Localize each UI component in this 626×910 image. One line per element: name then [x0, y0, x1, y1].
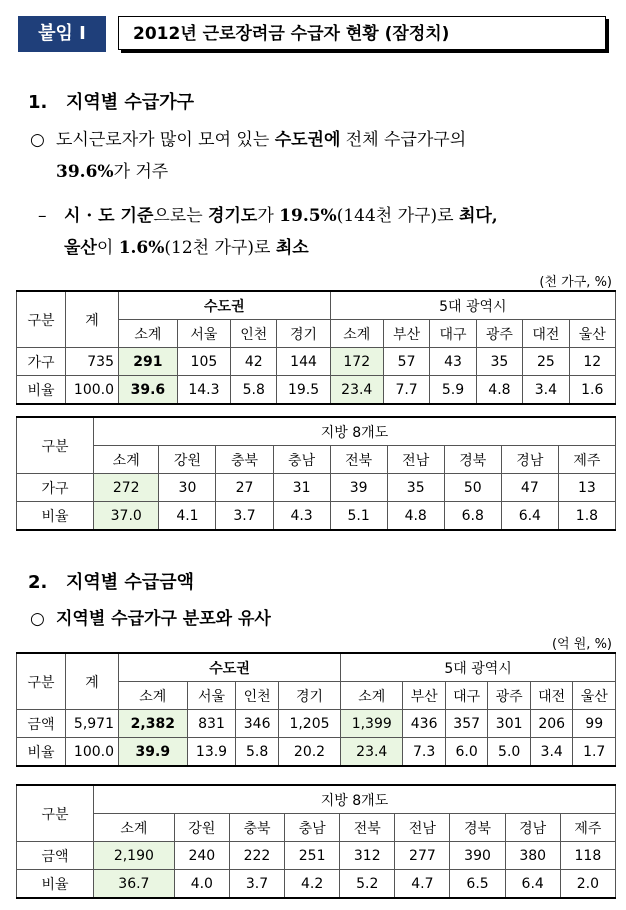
col-header-capital: 수도권	[119, 291, 331, 320]
page-title: 2012년 근로장려금 수급자 현황 (잠정치)	[118, 16, 606, 50]
section1-title: 지역별 수급가구	[66, 92, 194, 113]
col-header-provinces: 지방 8개도	[94, 785, 616, 814]
section2-paragraph1: ○ 지역별 수급가구 분포와 유사	[30, 603, 271, 635]
table-row: 비율 100.0 39.6 14.3 5.8 19.5 23.4 7.7 5.9 4.8 3.4 1.6	[17, 376, 616, 405]
table-row: 비율 36.7 4.0 3.7 4.2 5.2 4.7 6.5 6.4 2.0	[17, 870, 616, 899]
circle-bullet-icon: ○	[30, 130, 45, 150]
section2-title: 지역별 수급금액	[66, 572, 194, 593]
col-header-gubun: 구분	[17, 785, 94, 842]
section2-province-table	[16, 784, 616, 899]
attachment-badge: 붙임 Ⅰ	[18, 16, 106, 52]
section1-number: 1.	[28, 92, 48, 113]
section2-number: 2.	[28, 572, 48, 593]
section2-heading	[28, 568, 194, 594]
col-header-capital: 수도권	[119, 653, 341, 682]
col-header-gubun: 구분	[17, 291, 66, 348]
page-header	[14, 12, 608, 54]
table-row: 비율 37.0 4.1 3.7 4.3 5.1 4.8 6.8 6.4 1.8	[17, 502, 616, 531]
sub-header-row: 소계 강원 충북 충남 전북 전남 경북 경남 제주	[17, 814, 616, 842]
table-row: 비율 100.0 39.9 13.9 5.8 20.2 23.4 7.3 6.0 5.0 3.4 1.7	[17, 738, 616, 767]
sub-header-row: 소계 서울 인천 경기 소계 부산 대구 광주 대전 울산	[17, 682, 616, 710]
col-header-gubun: 구분	[17, 653, 66, 710]
section1-heading	[28, 88, 194, 114]
col-header-gubun: 구분	[17, 417, 94, 474]
section2-metro-table	[16, 652, 616, 767]
col-header-provinces: 지방 8개도	[94, 417, 616, 446]
col-header-metro: 5대 광역시	[341, 653, 616, 682]
section2-unit-note: (억 원, %)	[551, 637, 612, 652]
section1-province-table	[16, 416, 616, 531]
col-header-metro: 5대 광역시	[330, 291, 615, 320]
table-row: 금액 2,190 240 222 251 312 277 390 380 118	[17, 842, 616, 870]
table-row: 가구 272 30 27 31 39 35 50 47 13	[17, 474, 616, 502]
col-header-total: 계	[66, 291, 119, 348]
circle-bullet-icon: ○	[30, 609, 45, 629]
section1-metro-table	[16, 290, 616, 405]
table-row: 금액 5,971 2,382 831 346 1,205 1,399 436 357 301 206 99	[17, 710, 616, 738]
col-header-total: 계	[66, 653, 119, 710]
table-row: 가구 735 291 105 42 144 172 57 43 35 25 12	[17, 348, 616, 376]
section1-paragraph2: – 시 · 도 기준으로는 경기도가 19.5%(144천 가구)로 최다, 울산이 1.6%(12천 가구)로 최소	[38, 200, 498, 264]
section1-paragraph1: ○ 도시근로자가 많이 모여 있는 수도권에 전체 수급가구의 39.6%가 거주	[30, 124, 466, 188]
dash-bullet-icon: –	[38, 206, 47, 226]
sub-header-row: 소계 서울 인천 경기 소계 부산 대구 광주 대전 울산	[17, 320, 616, 348]
section1-unit-note: (천 가구, %)	[539, 275, 612, 290]
sub-header-row: 소계 강원 충북 충남 전북 전남 경북 경남 제주	[17, 446, 616, 474]
